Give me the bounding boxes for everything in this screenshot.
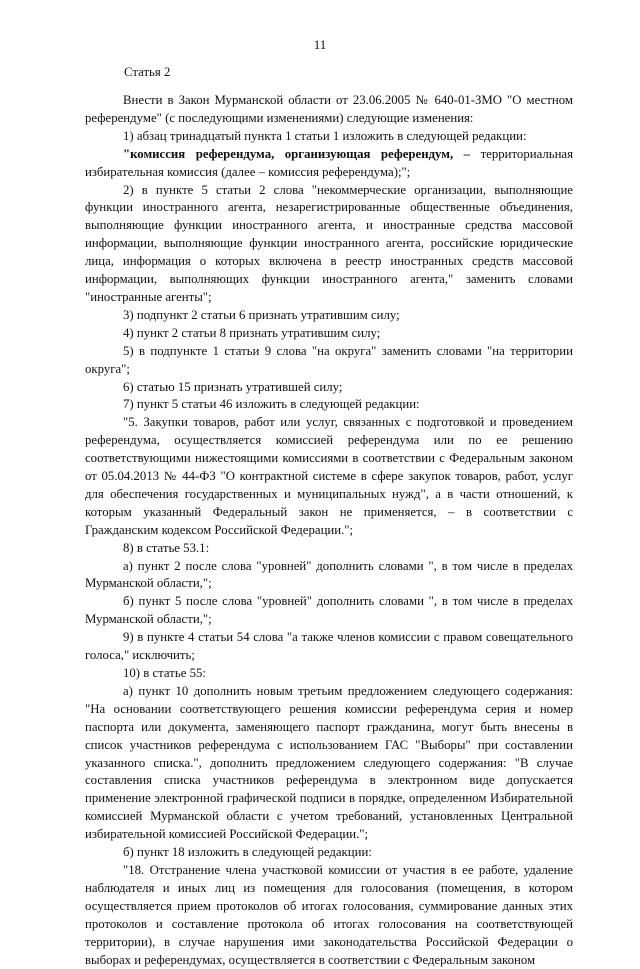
document-body xyxy=(85,92,573,969)
item-1-lead: 1) абзац тринадцатый пункта 1 статьи 1 изложить в следующей редакции: xyxy=(123,128,527,143)
item-1-text xyxy=(85,146,573,182)
article-heading: Статья 2 xyxy=(124,65,171,79)
item-8b: б) пункт 5 после слова "уровней" дополнить словами ", в том числе в пределах Мурманской области,"; xyxy=(85,594,573,627)
item-2: 2) в пункте 5 статьи 2 слова "некоммерческие организации, выполняющие функции иностранного агента, незарегистрированные общественные объединения, выполняющие функции иностранного агента, и иностранные средства массовой информации, выполняющие функции иностранного агента, российские юридические лица, информация о которых включена в реестр иностранных средств массовой информации, выполняющих функции иностранного агента," заменить словами "иностранные агенты"; xyxy=(85,182,573,304)
intro-paragraph: Внести в Закон Мурманской области от 23.06.2005 № 640-01-ЗМО "О местном референдуме" (с последующими изменениями) следующие изменения: xyxy=(85,93,573,125)
item-4: 4) пункт 2 статьи 8 признать утратившим силу; xyxy=(123,325,381,340)
item-10b-quote: "18. Отстранение члена участковой комиссии от участия в ее работе, удаление наблюдателя и иных лиц из помещения для голосования (помещения, в котором осуществляется прием протоколов об итогах голосования, суммирование данных этих протоколов и составление протокола об итогах голосования на соответствующей территории), в случае нарушения ими законодательства Российской Федерации о выборах и референдумах, осуществляется в соответствии с Федеральным законом xyxy=(85,862,573,967)
item-6: 6) статью 15 признать утратившей силу; xyxy=(123,379,343,394)
item-1-rest: территориальная избирательная комиссия (далее – комиссия референдума);"; xyxy=(85,146,573,179)
item-5: 5) в подпункте 1 статьи 9 слова "на округа" заменить словами "на территории округа"; xyxy=(85,343,573,376)
item-3: 3) подпункт 2 статьи 6 признать утратившим силу; xyxy=(123,307,400,322)
item-9: 9) в пункте 4 статьи 54 слова "а также членов комиссии с правом совещательного голоса," исключить; xyxy=(85,630,573,663)
item-10b: б) пункт 18 изложить в следующей редакции: xyxy=(123,845,372,860)
item-1-bold-term: "комиссия референдума, организующая референдум, – xyxy=(123,146,471,161)
page-number: 11 xyxy=(313,37,327,52)
item-8: 8) в статье 53.1: xyxy=(123,540,210,555)
item-10a: а) пункт 10 дополнить новым третьим предложением следующего содержания: "На основании соответствующего решения комиссии референдума серия и номер паспорта или документа, заменяющего паспорт гражданина, могут быть внесены в список участников референдума с использованием ГАС "Выборы" при составлении указанного списка.", дополнить предложением следующего содержания: "В случае составления списка участников референдума в электронном виде допускается применение электронной графической подписи в порядке, определенном Избирательной комиссией Мурманской области с учетом требований, установленных Центральной избирательной комиссией Российской Федерации."; xyxy=(85,683,573,842)
item-8a: а) пункт 2 после слова "уровней" дополнить словами ", в том числе в пределах Мурманской области,"; xyxy=(85,558,573,591)
item-10: 10) в статье 55: xyxy=(123,666,206,680)
item-7: 7) пункт 5 статьи 46 изложить в следующей редакции: xyxy=(123,397,420,412)
item-7-quote: "5. Закупки товаров, работ или услуг, связанных с подготовкой и проведением референдума, осуществляется комиссией референдума или по ее решению соответствующими нижестоящими комиссиями в соответствии с Федеральным законом от 05.04.2013 № 44-ФЗ "О контрактной системе в сфере закупок товаров, работ, услуг для обеспечения государственных и муниципальных нужд", а в части отношений, к которым указанный Федеральный закон не применяется, – в соответствии с Гражданским кодексом Российской Федерации."; xyxy=(85,415,573,537)
